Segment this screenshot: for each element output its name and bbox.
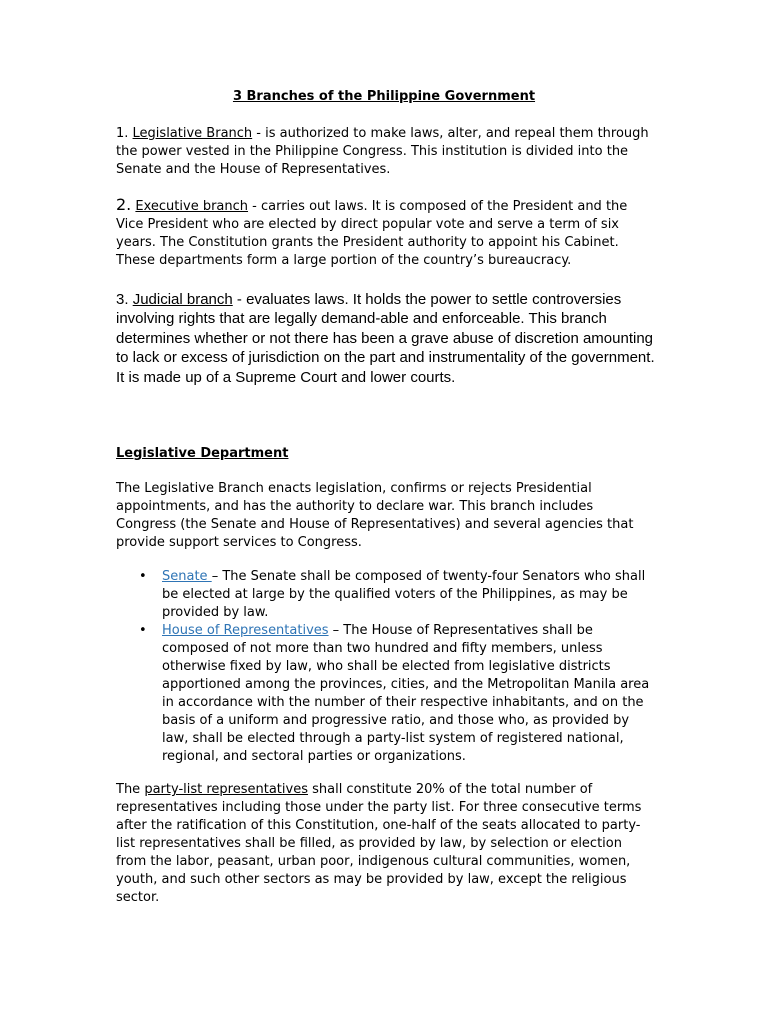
branch-1-number: 1. — [116, 126, 129, 141]
party-list-prefix: The — [116, 782, 145, 797]
bullet-icon: • — [139, 569, 147, 584]
bullet-icon: • — [139, 623, 147, 638]
branch-3-name: Judicial branch — [132, 291, 233, 308]
branch-1-text: - is authorized to make laws, alter, and repeal them through the power vested in the Philippine Congress. This institution is divided into the Senate and the House of Representatives. — [116, 126, 649, 177]
legislative-bullet-list — [116, 568, 656, 766]
senate-description: – The Senate shall be composed of twenty-four Senators who shall be elected at large by the qualified voters of the Philippines, as may be provided by law. — [162, 569, 646, 620]
party-list-paragraph — [116, 781, 656, 907]
legislative-intro-paragraph: The Legislative Branch enacts legislation, confirms or rejects Presidential appointments, and has the authority to declare war. This branch includes Congress (the Senate and House of Representatives) and several agencies that provide support services to Congress. — [116, 481, 634, 550]
senate-link[interactable]: Senate — [162, 569, 212, 584]
branch-3-number: 3. — [116, 291, 129, 308]
branch-2-name: Executive branch — [135, 199, 249, 214]
list-item — [116, 568, 656, 622]
branch-2-text: - carries out laws. It is composed of the President and the Vice President who are elected by direct popular vote and serve a term of six years. The Constitution grants the President authority to appoint his Cabinet. These departments form a large portion of the country’s bureaucracy. — [116, 199, 628, 268]
list-item — [116, 622, 656, 766]
branch-2-number: 2. — [116, 195, 132, 214]
document-title: 3 Branches of the Philippine Government — [232, 89, 536, 104]
branch-3-paragraph — [116, 290, 656, 387]
branch-2-paragraph — [116, 196, 656, 270]
legislative-department-heading: Legislative Department — [116, 446, 289, 461]
house-of-representatives-link[interactable]: House of Representatives — [162, 623, 329, 638]
branch-1-paragraph — [116, 125, 656, 179]
party-list-text: shall constitute 20% of the total number of representatives including those under the party list. For three consecutive terms after the ratification of this Constitution, one-half of the seats allocated to party-list representatives shall be filled, as provided by law, by selection or election from the labor, peasant, urban poor, indigenous cultural communities, women, youth, and such other sectors as may be provided by law, except the religious sector. — [116, 782, 642, 905]
branch-3-text: - evaluates laws. It holds the power to settle controversies involving rights that are legally demand-able and enforceable. This branch determines whether or not there has been a grave abuse of discretion amounting to lack or excess of jurisdiction on the part and instrumentality of the government. It is made up of a Supreme Court and lower courts. — [116, 291, 655, 386]
branch-1-name: Legislative Branch — [132, 126, 253, 141]
house-description: – The House of Representatives shall be composed of not more than two hundred and fifty members, unless otherwise fixed by law, who shall be elected from legislative districts apportioned among the provinces, cities, and the Metropolitan Manila area in accordance with the number of their respective inhabitants, and on the basis of a uniform and progressive ratio, and those who, as provided by law, shall be elected through a party-list system of registered national, regional, and sectoral parties or organizations. — [162, 623, 650, 764]
party-list-term: party-list representatives — [144, 782, 308, 797]
